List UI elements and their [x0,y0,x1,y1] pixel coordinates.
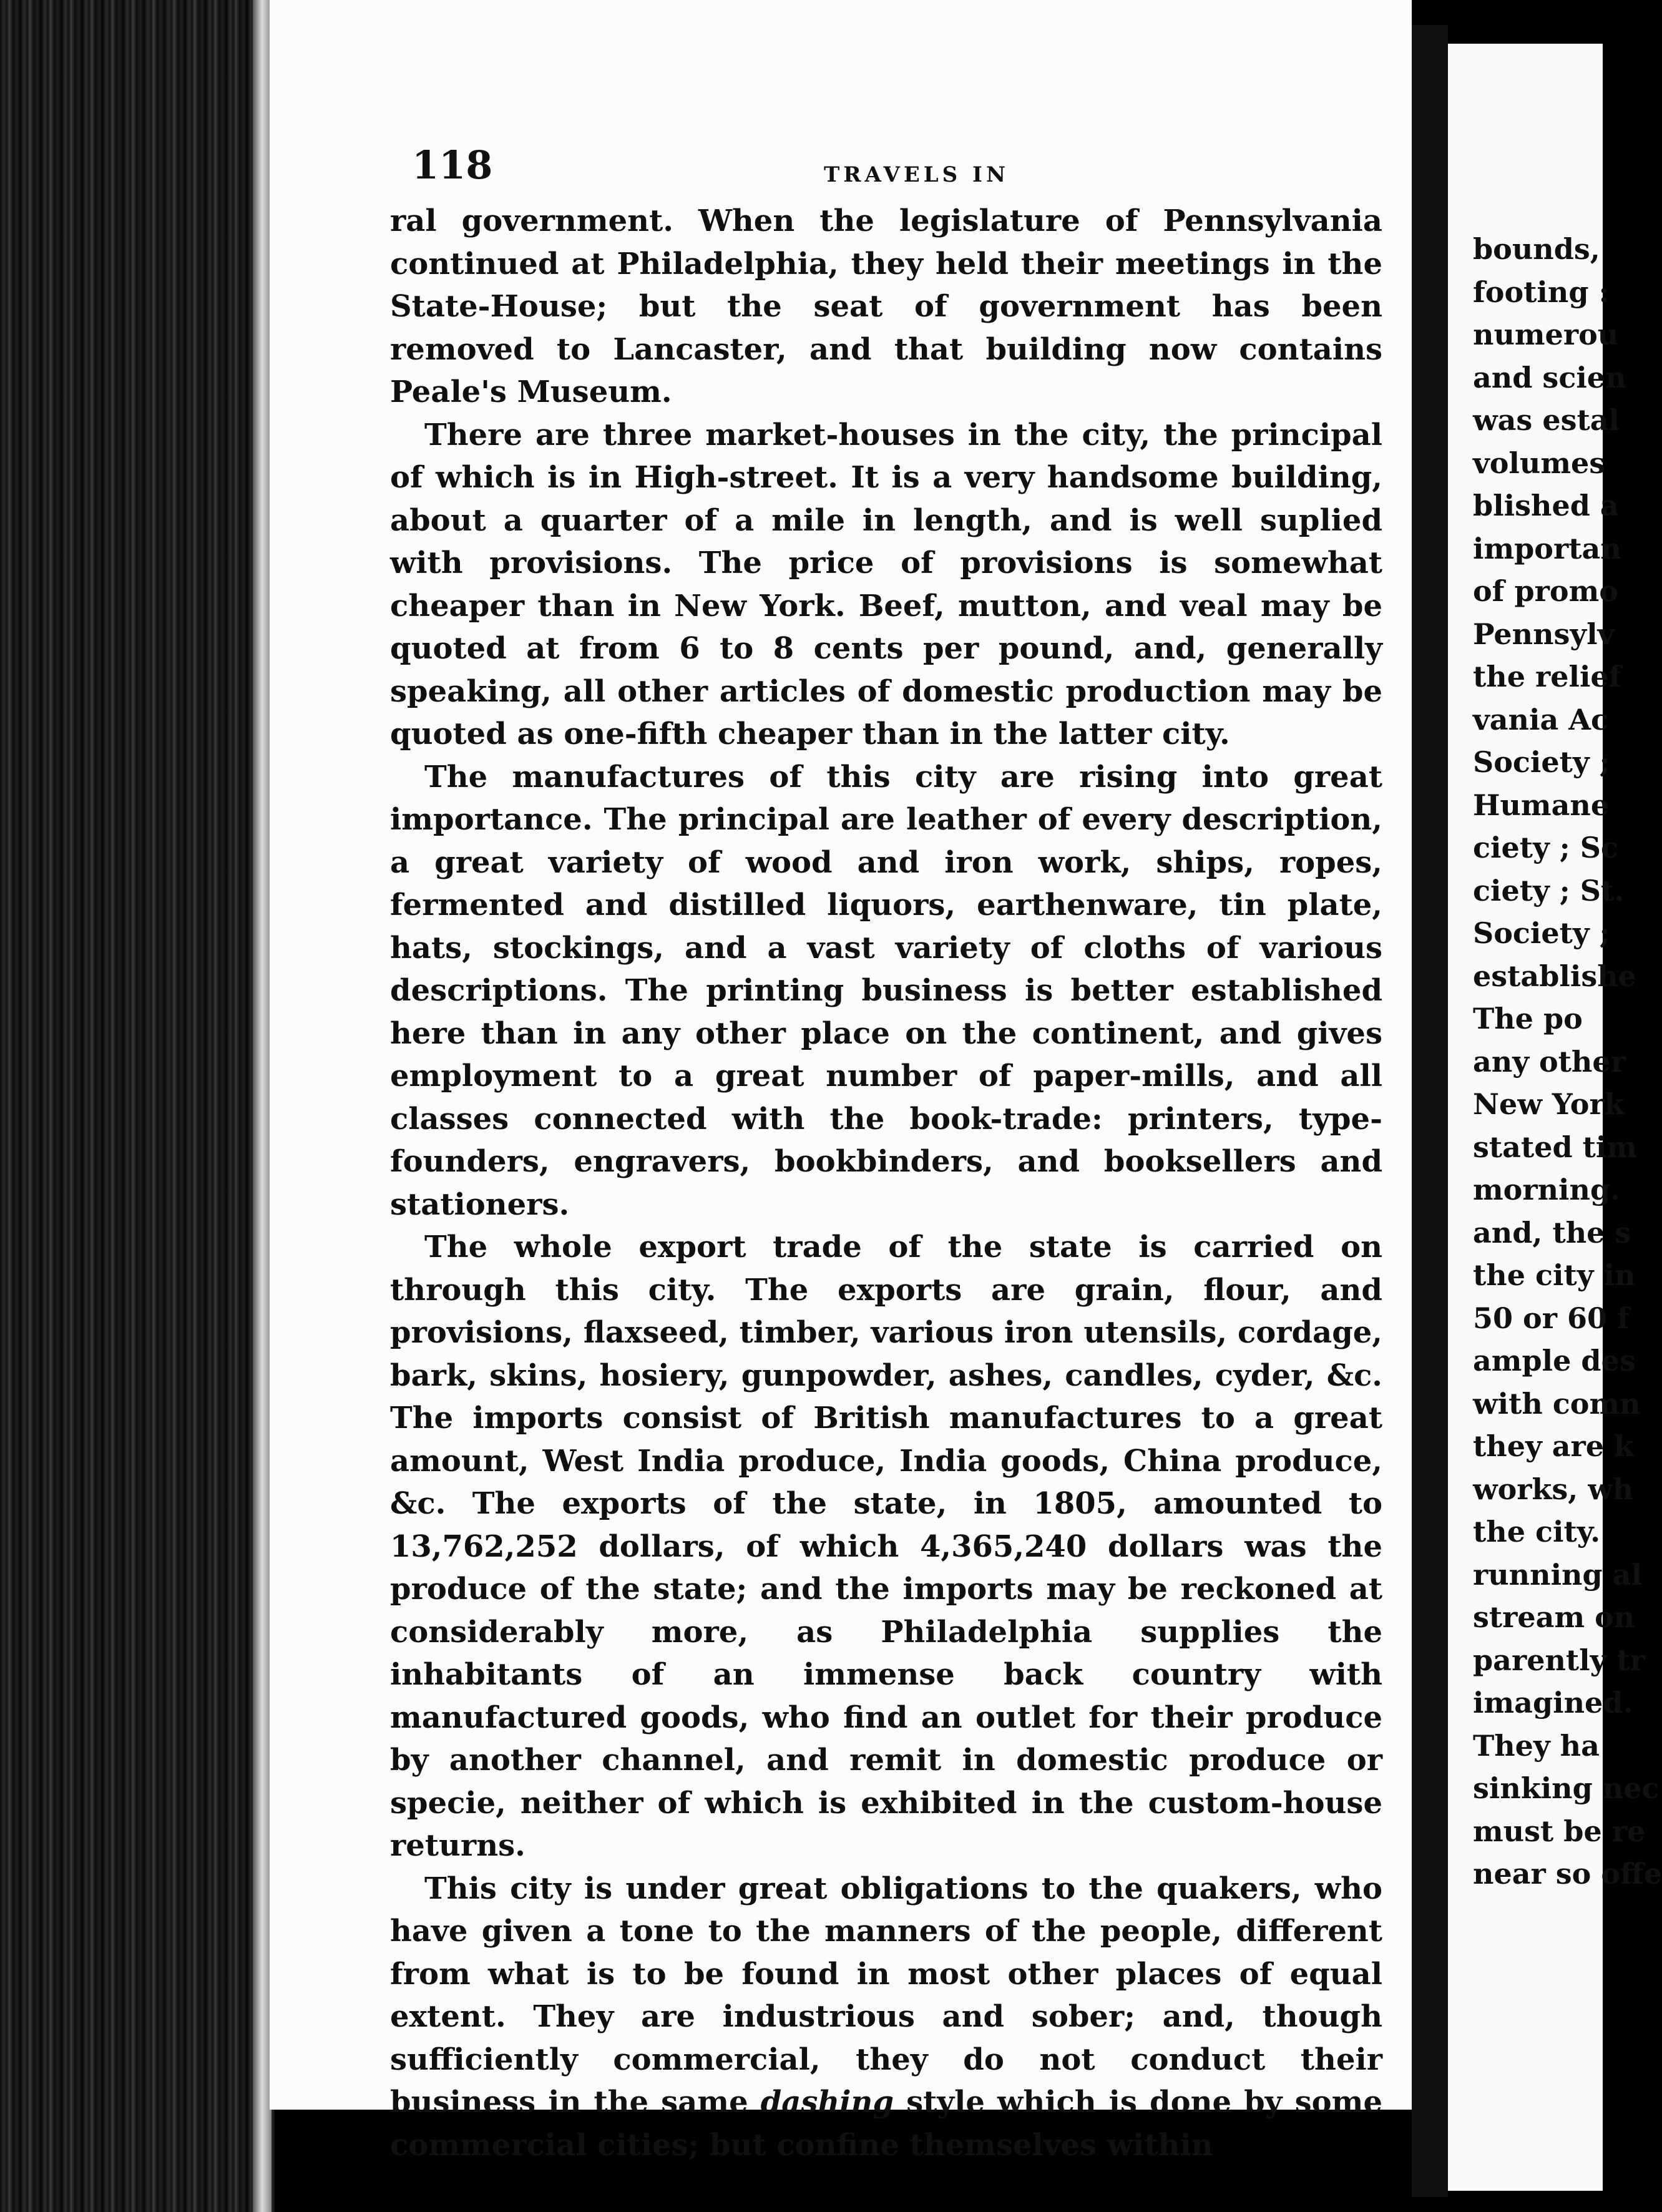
book-spine [0,0,275,2212]
page-header [412,142,1373,198]
gutter [1412,25,1448,2197]
facing-page-line: vania Ac [1473,702,1608,737]
facing-page-line: ciety ; Sc [1473,831,1618,864]
facing-page [1448,44,1662,2191]
facing-page-line: with comn [1473,1386,1641,1421]
italic-word: dashing [760,2085,894,2120]
page-number: 118 [412,142,493,188]
facing-page-line: and scien [1473,360,1626,394]
facing-page-line: blished a [1473,489,1619,522]
facing-page-line: importan [1473,531,1621,565]
facing-page-line: Society ; [1473,916,1610,950]
facing-page-line: the city. [1473,1515,1601,1549]
facing-page-line: Humane [1473,788,1610,822]
paragraph-text: This city is under great obligations to the quakers, who have given a tone to the manners of the people, different from what is to be found in most other places of equal extent. They are industrious and sober; and, though sufficiently commercial, they do not conduct their business in the same [390,1871,1382,2120]
facing-page-line: ample des [1473,1344,1636,1378]
facing-page-line: they are k [1473,1429,1634,1463]
facing-page-line: ciety ; St. [1473,873,1625,908]
facing-page-line: footing : [1473,275,1610,309]
paragraph-text: style which is done by some commercial cities; but confine themselves within [390,2085,1382,2163]
facing-page-line: parently tr [1473,1643,1645,1677]
facing-page-text [1473,228,1662,1896]
facing-page-line: must be re [1473,1814,1646,1848]
facing-page-line: They ha [1473,1728,1600,1763]
facing-page-line: sinking nec [1473,1771,1660,1805]
facing-page-line: the city in [1473,1258,1636,1292]
facing-page-line: running al [1473,1557,1642,1592]
facing-page-line: and, the s [1473,1215,1631,1250]
facing-page-line: stated tim [1473,1130,1638,1164]
facing-page-line: Pennsylv [1473,617,1615,651]
facing-page-line: near so offe [1473,1857,1662,1891]
paragraph: The whole export trade of the state is carried on through this city. The exports are grain, flour, and provisions, flaxseed, timber, various iron utensils, cordage, bark, skins, hosiery, gunpowder, ashes, candles, cyder, &c. The imports consist of British manufactures to a great amount, West India produce, India goods, China produce, &c. The exports of the state, in 1805, amounted to 13,762,252 dollars, of which 4,365,240 dollars was the produce of the state; and the imports may be reckoned at considerably more, as Philadelphia supplies the inhabitants of an immense back country with manufactured goods, who find an outlet for their produce by another channel, and remit in domestic produce or specie, neither of which is exhibited in the custom-house returns. [390,1230,1382,1863]
facing-page-line: morning. [1473,1173,1621,1206]
facing-page-line: New York [1473,1087,1625,1121]
page-edge [253,0,271,2212]
facing-page-line: stream on [1473,1600,1635,1634]
facing-page-line: imagined. [1473,1686,1633,1720]
paragraph [390,1867,1382,2167]
facing-page-line: numerou [1473,318,1619,351]
facing-page-line: The po [1473,1002,1583,1035]
page-body [390,200,1382,2166]
running-head: TRAVELS IN [824,162,1010,187]
facing-page-line: 50 or 60 f [1473,1301,1630,1335]
paragraph: There are three market-houses in the city, the principal of which is in High-street. It is a very handsome building, about a quarter of a mile in length, and is well suplied with provisions. The price of provisions is somewhat cheaper than in New York. Beef, mutton, and veal may be quoted at from 6 to 8 cents per pound, and, generally speaking, all other articles of domestic production may be quoted as one-fifth cheaper than in the latter city. [390,417,1382,751]
facing-page-line: was estal [1473,403,1620,437]
facing-page-line: the relief [1473,660,1621,693]
facing-page-line: volumes [1473,446,1606,480]
paragraph: The manufactures of this city are rising into great importance. The principal are leather of every description, a great variety of wood and iron work, ships, ropes, fermented and distilled liquors, earthenware, tin plate, hats, stockings, and a vast variety of cloths of various descriptions. The printing business is better established here than in any other place on the continent, and gives employment to a great number of paper-mills, and all classes connected with the book-trade: printers, type-founders, engravers, bookbinders, and booksellers and stationers. [390,759,1382,1222]
facing-page-line: any other [1473,1044,1626,1079]
facing-page-line: of promo [1473,574,1618,608]
facing-page-line: Society ; [1473,745,1610,779]
facing-page-line: establishe [1473,959,1636,993]
facing-page-line: bounds, [1473,232,1600,266]
paragraph: ral government. When the legislature of Pennsylvania continued at Philadelphia, they held their meetings in the State-House; but the seat of government has been removed to Lancaster, and that building now contains Peale's Museum. [390,203,1382,409]
facing-page-line: works, wh [1473,1472,1634,1506]
